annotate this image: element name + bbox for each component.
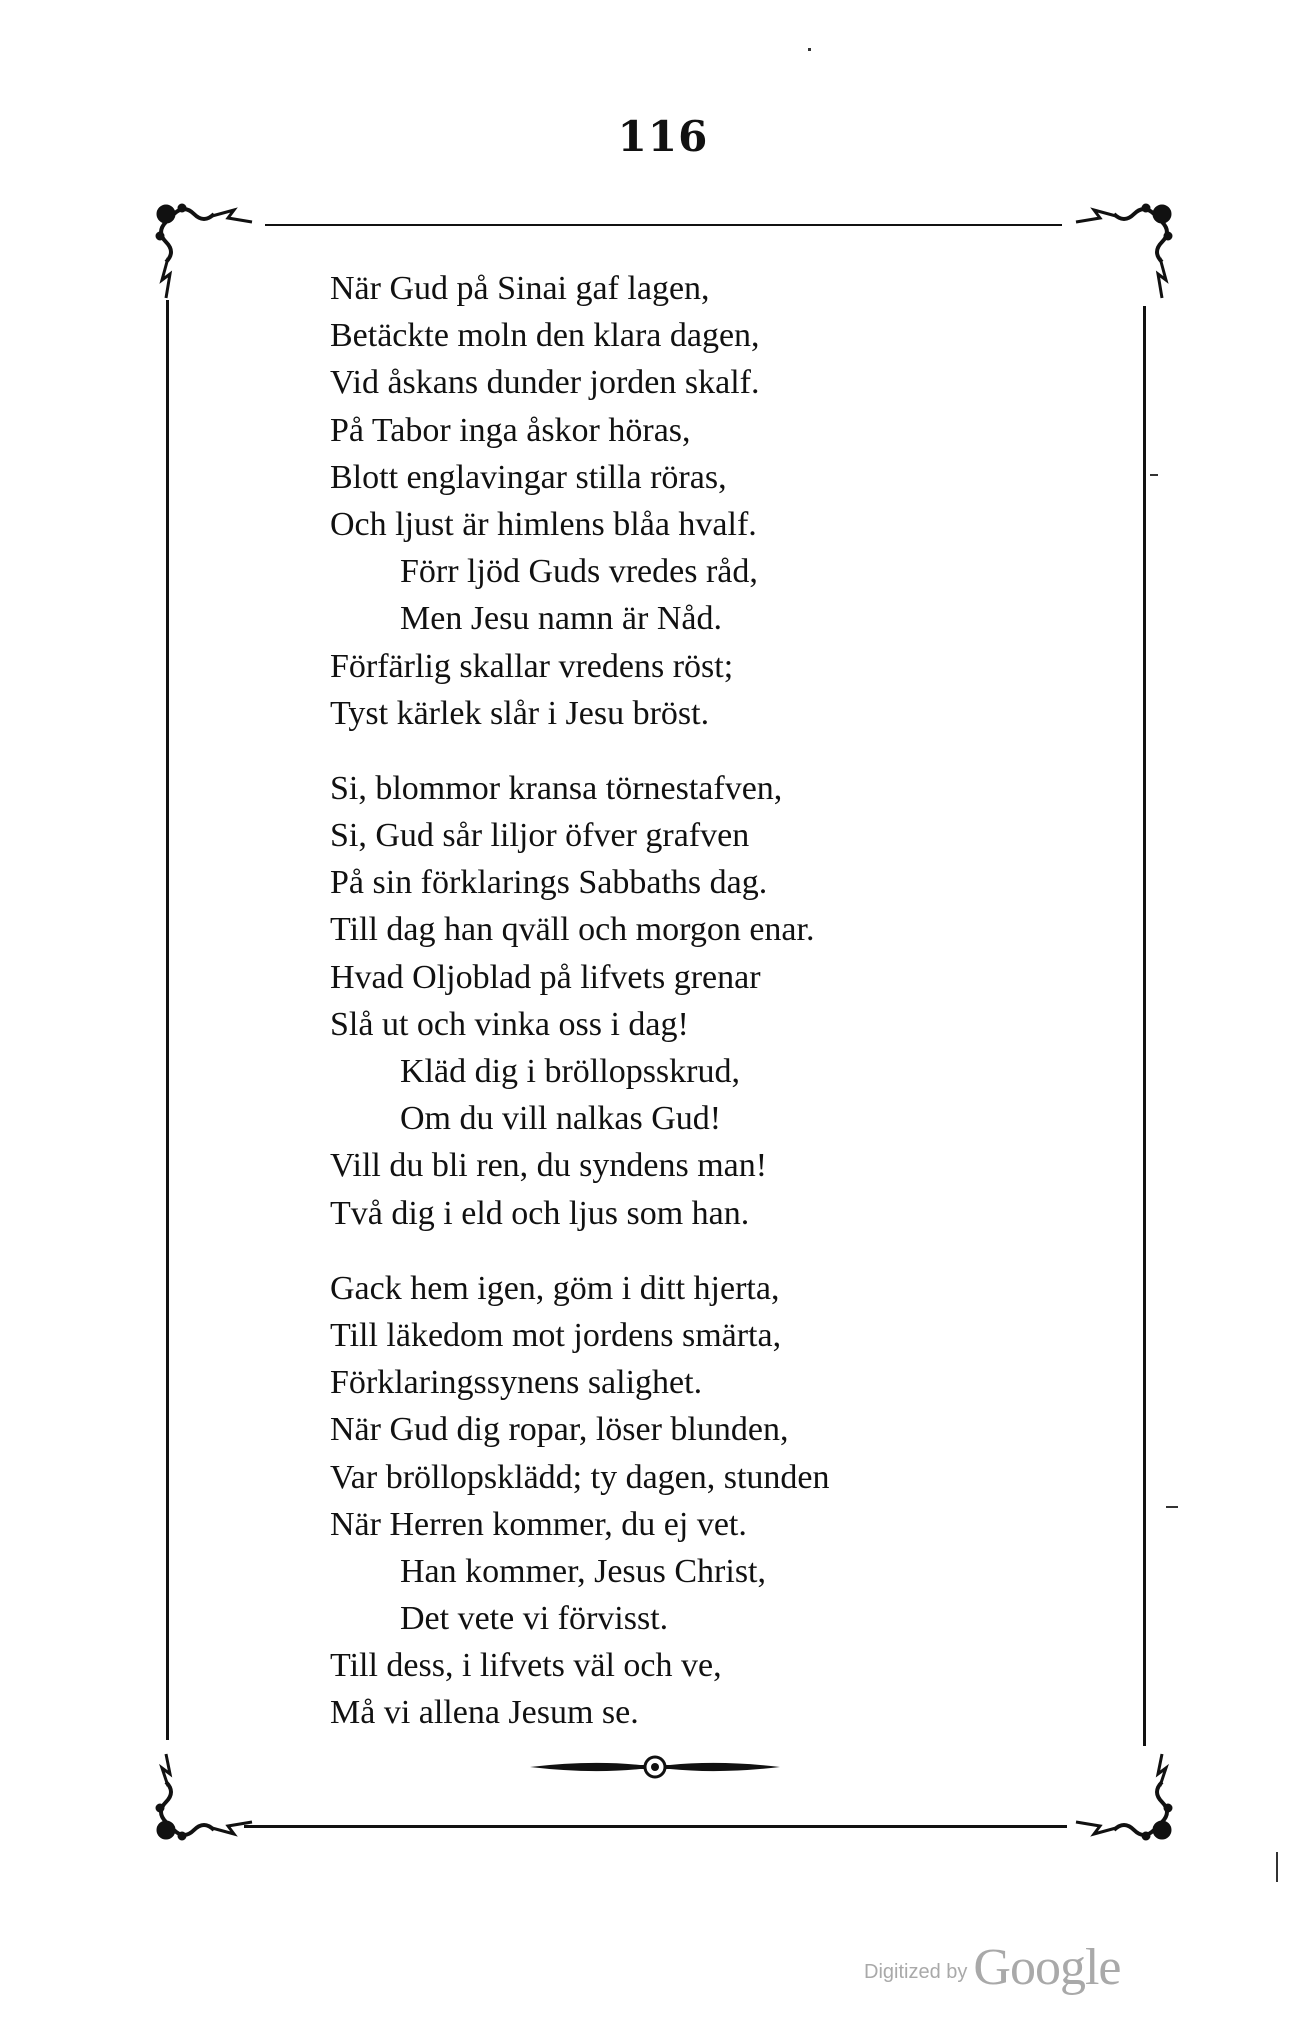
poem-line: Och ljust är himlens blåa hvalf. [330,505,757,543]
stanza-2 [330,765,1030,1237]
paper-speck [1150,474,1158,476]
poem-line: Till dess, i lifvets väl och ve, [330,1647,722,1685]
poem-line: Tyst kärlek slår i Jesu bröst. [330,694,710,732]
poem-line: Betäckte moln den klara dagen, [330,317,760,355]
corner-ornament-bottom-right [1066,1744,1176,1854]
poem-line: När Herren kommer, du ej vet. [330,1505,747,1543]
poem-line: Må vi allena Jesum se. [330,1694,639,1732]
paper-speck [1166,1506,1178,1508]
paper-edge-mark [1276,1852,1278,1882]
poem-line: Vid åskans dunder jorden skalf. [330,364,760,402]
poem-line: Till dag han qväll och morgon enar. [330,911,815,949]
poem-line-indented: Han kommer, Jesus Christ, [400,1552,766,1590]
poem [330,265,1030,1737]
poem-line: Blott englavingar stilla röras, [330,458,727,496]
poem-line: På sin förklarings Sabbaths dag. [330,864,768,902]
poem-line: Två dig i eld och ljus som han. [330,1194,750,1232]
stanza-1 [330,265,1030,737]
poem-line: Gack hem igen, göm i ditt hjerta, [330,1269,780,1307]
poem-line-indented: Förr ljöd Guds vredes råd, [400,553,758,591]
poem-line-indented: Kläd dig i bröllopsskrud, [400,1053,740,1090]
google-logo: Google [973,1939,1121,1996]
poem-line-indented: Men Jesu namn är Nåd. [400,600,722,638]
stanza-gap [330,1237,1030,1265]
bottom-border-rule [244,1825,1067,1828]
corner-ornament-top-right [1066,200,1176,310]
stanza-3 [330,1265,1030,1737]
top-border-rule [265,224,1062,226]
left-border-rule [166,300,169,1740]
stanza-gap [330,737,1030,765]
corner-ornament-top-left [152,200,262,310]
poem-line: När Gud på Sinai gaf lagen, [330,270,710,307]
poem-line: Hvad Oljoblad på lifvets grenar [330,958,761,996]
corner-ornament-bottom-left [152,1744,262,1854]
poem-line: Si, blommor kransa törnestafven, [330,769,783,807]
page-number: 116 [617,112,709,161]
poem-line-indented: Det vete vi förvisst. [400,1600,669,1638]
poem-line: Förfärlig skallar vredens röst; [330,647,734,685]
poem-line: Till läkedom mot jordens smärta, [330,1316,782,1354]
watermark-prefix: Digitized by [864,1961,968,1983]
end-ornament [530,1752,780,1782]
paper-speck [808,48,811,51]
poem-line-indented: Om du vill nalkas Gud! [400,1100,722,1138]
poem-line: Si, Gud sår liljor öfver grafven [330,817,750,855]
poem-line: När Gud dig ropar, löser blunden, [330,1411,789,1449]
right-border-rule [1143,306,1146,1746]
poem-line: På Tabor inga åskor höras, [330,411,691,449]
poem-line: Vill du bli ren, du syndens man! [330,1147,768,1185]
poem-line: Förklaringssynens salighet. [330,1364,703,1402]
digitized-by-google-watermark [864,1938,1120,1997]
poem-line: Slå ut och vinka oss i dag! [330,1005,689,1043]
poem-line: Var bröllopsklädd; ty dagen, stunden [330,1458,830,1496]
